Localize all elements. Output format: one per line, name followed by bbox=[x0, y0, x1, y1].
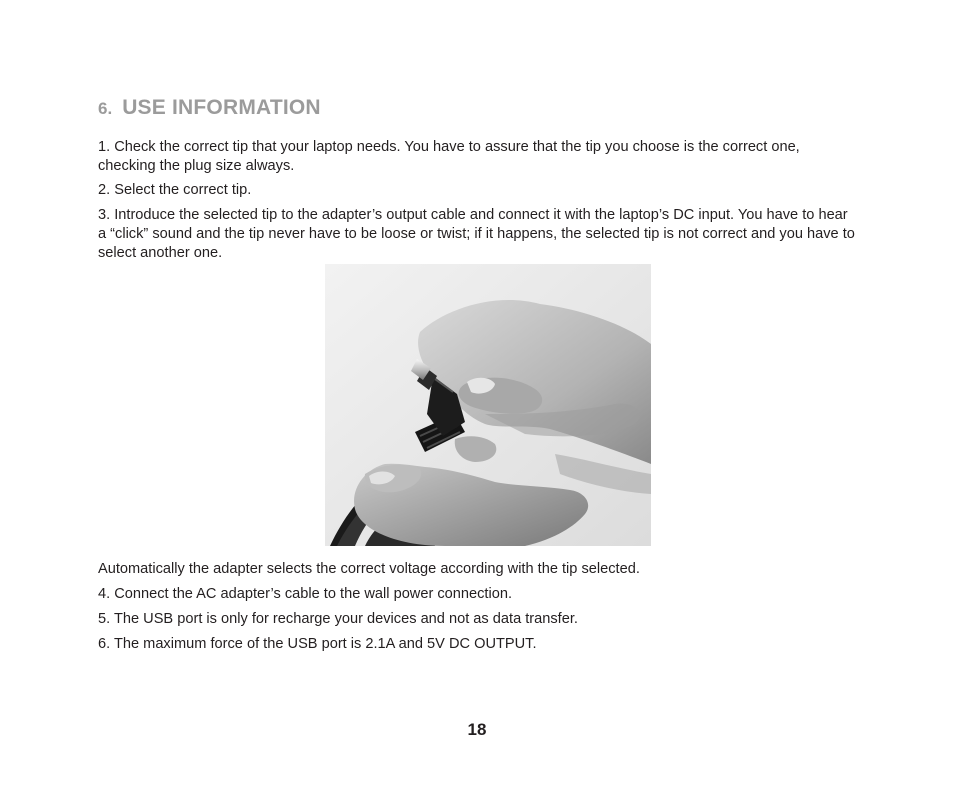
section-heading bbox=[98, 96, 321, 120]
section-title: USE INFORMATION bbox=[122, 96, 321, 119]
section-number: 6. bbox=[98, 99, 113, 118]
instruction-step-3: 3. Introduce the selected tip to the adapter’s output cable and connect it with the laptop’s DC input. You have to hear a “click” sound and the tip never have to be loose or twist; if it happens, the selected tip is not correct and you have to select another one. bbox=[98, 207, 855, 261]
instruction-step-2: 2. Select the correct tip. bbox=[98, 182, 252, 198]
voltage-note: Automatically the adapter selects the correct voltage according with the tip selected. bbox=[98, 561, 640, 577]
instruction-step-1: 1. Check the correct tip that your laptop needs. You have to assure that the tip you choose is the correct one, checking the plug size always. bbox=[98, 139, 800, 174]
instruction-step-4: 4. Connect the AC adapter’s cable to the wall power connection. bbox=[98, 586, 513, 602]
instruction-step-5: 5. The USB port is only for recharge your devices and not as data transfer. bbox=[98, 611, 578, 627]
hands-connecting-tip-photo bbox=[325, 264, 651, 546]
page-number: 18 bbox=[467, 720, 487, 739]
instruction-step-6: 6. The maximum force of the USB port is 2.1A and 5V DC OUTPUT. bbox=[98, 636, 537, 652]
